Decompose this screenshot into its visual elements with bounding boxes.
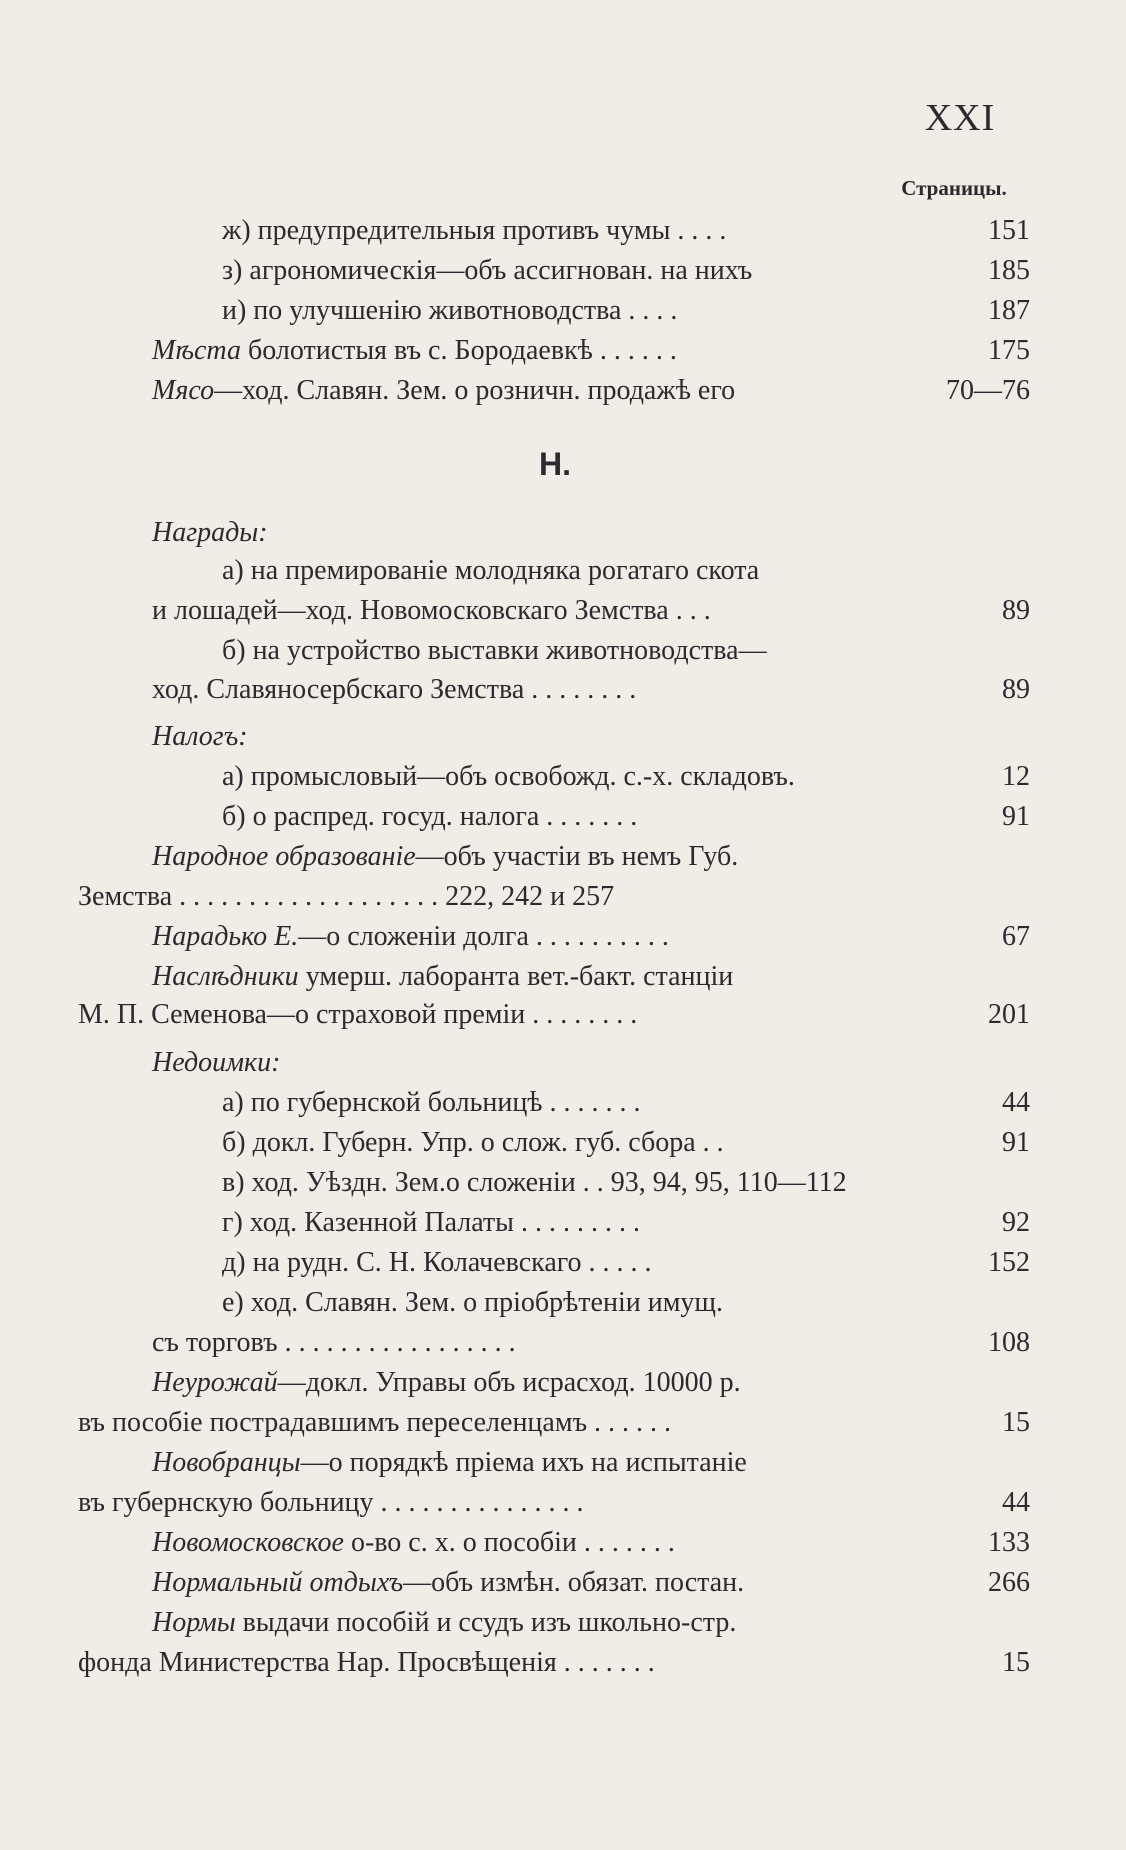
index-entry: б) о распред. госуд. налога . . . . . . . <box>222 801 638 832</box>
entry-page: 91 <box>1002 801 1030 832</box>
section-letter: Н. <box>539 446 571 482</box>
index-entry: и) по улучшенію животноводства . . . . <box>222 295 678 326</box>
entry-page: 266 <box>988 1567 1030 1598</box>
entry-page: 201 <box>988 999 1030 1030</box>
entry-page: 44 <box>1002 1087 1030 1118</box>
index-entry: Нормальный отдыхъ—объ измѣн. обязат. постан. <box>152 1567 745 1598</box>
entry-page: 15 <box>1002 1407 1030 1438</box>
index-entry: б) докл. Губерн. Упр. о слож. губ. сбора . . <box>222 1127 724 1158</box>
index-entry: и лошадей—ход. Новомосковскаго Земства . . . <box>152 595 711 626</box>
entry-page: 151 <box>988 215 1030 246</box>
index-entry: а) на премированіе молодняка рогатаго скота <box>222 555 760 586</box>
index-entry: Наслѣдники умерш. лаборанта вет.-бакт. станціи <box>152 961 734 992</box>
entry-page: 185 <box>988 255 1030 286</box>
index-entry: Земства . . . . . . . . . . . . . . . . . . . 222, 242 и 257 <box>78 881 615 912</box>
index-entry: в) ход. Уѣздн. Зем.о сложеніи . . 93, 94, 95, 110—112 <box>222 1167 847 1198</box>
index-entry: а) промысловый—объ освобожд. с.-х. складовъ. <box>222 761 795 792</box>
index-entry: въ губернскую больницу . . . . . . . . . . . . . . . <box>78 1487 584 1518</box>
entry-page: 89 <box>1002 595 1030 626</box>
index-entry: а) по губернской больницѣ . . . . . . . <box>222 1087 641 1118</box>
index-entry: Новобранцы—о порядкѣ пріема ихъ на испытаніе <box>152 1447 747 1478</box>
entry-page: 133 <box>988 1527 1030 1558</box>
index-entry: Новомосковское о-во с. х. о пособіи . . . . . . . <box>152 1527 675 1558</box>
page-number: XXI <box>924 97 996 139</box>
index-entry: Награды: <box>152 517 268 548</box>
entry-page: 108 <box>988 1327 1030 1358</box>
index-entry: Нормы выдачи пособій и ссудъ изъ школьно-стр. <box>152 1607 737 1638</box>
entry-page: 152 <box>988 1247 1030 1278</box>
entry-page: 70—76 <box>946 375 1030 406</box>
index-entry: Недоимки: <box>152 1047 281 1078</box>
index-entry: ход. Славяносербскаго Земства . . . . . . . . <box>152 674 637 705</box>
index-entry: Налогъ: <box>152 721 248 752</box>
entry-page: 91 <box>1002 1127 1030 1158</box>
index-entry: Мѣста болотистыя въ с. Бородаевкѣ . . . . . . <box>152 335 677 366</box>
index-entry: М. П. Семенова—о страховой преміи . . . . . . . . <box>78 999 638 1030</box>
entry-page: 15 <box>1002 1647 1030 1678</box>
pages-column-heading: Страницы. <box>901 176 1007 200</box>
entry-page: 44 <box>1002 1487 1030 1518</box>
index-entry: г) ход. Казенной Палаты . . . . . . . . . <box>222 1207 640 1238</box>
index-entry: въ пособіе пострадавшимъ переселенцамъ . . . . . . <box>78 1407 672 1438</box>
index-entry: съ торговъ . . . . . . . . . . . . . . . . . <box>152 1327 516 1358</box>
index-entry: з) агрономическія—объ ассигнован. на нихъ <box>222 255 753 286</box>
entry-page: 12 <box>1002 761 1030 792</box>
index-entry: Народное образованіе—объ участіи въ немъ Губ. <box>152 841 739 872</box>
entry-page: 67 <box>1002 921 1030 952</box>
index-entry: б) на устройство выставки животноводства— <box>222 635 767 666</box>
index-entry: фонда Министерства Нар. Просвѣщенія . . . . . . . <box>78 1647 655 1678</box>
index-entry: д) на рудн. С. Н. Колачевскаго . . . . . <box>222 1247 652 1278</box>
entry-page: 187 <box>988 295 1030 326</box>
index-entry: Неурожай—докл. Управы объ исрасход. 10000 р. <box>152 1367 741 1398</box>
entry-page: 89 <box>1002 674 1030 705</box>
index-entry: ж) предупредительныя противъ чумы . . . . <box>222 215 727 246</box>
entry-page: 175 <box>988 335 1030 366</box>
entry-page: 92 <box>1002 1207 1030 1238</box>
index-entry: Нарадько Е.—о сложеніи долга . . . . . . . . . . <box>152 921 669 952</box>
index-entry: е) ход. Славян. Зем. о пріобрѣтеніи имущ. <box>222 1287 723 1318</box>
index-entry: Мясо—ход. Славян. Зем. о розничн. продажѣ его <box>152 375 736 406</box>
